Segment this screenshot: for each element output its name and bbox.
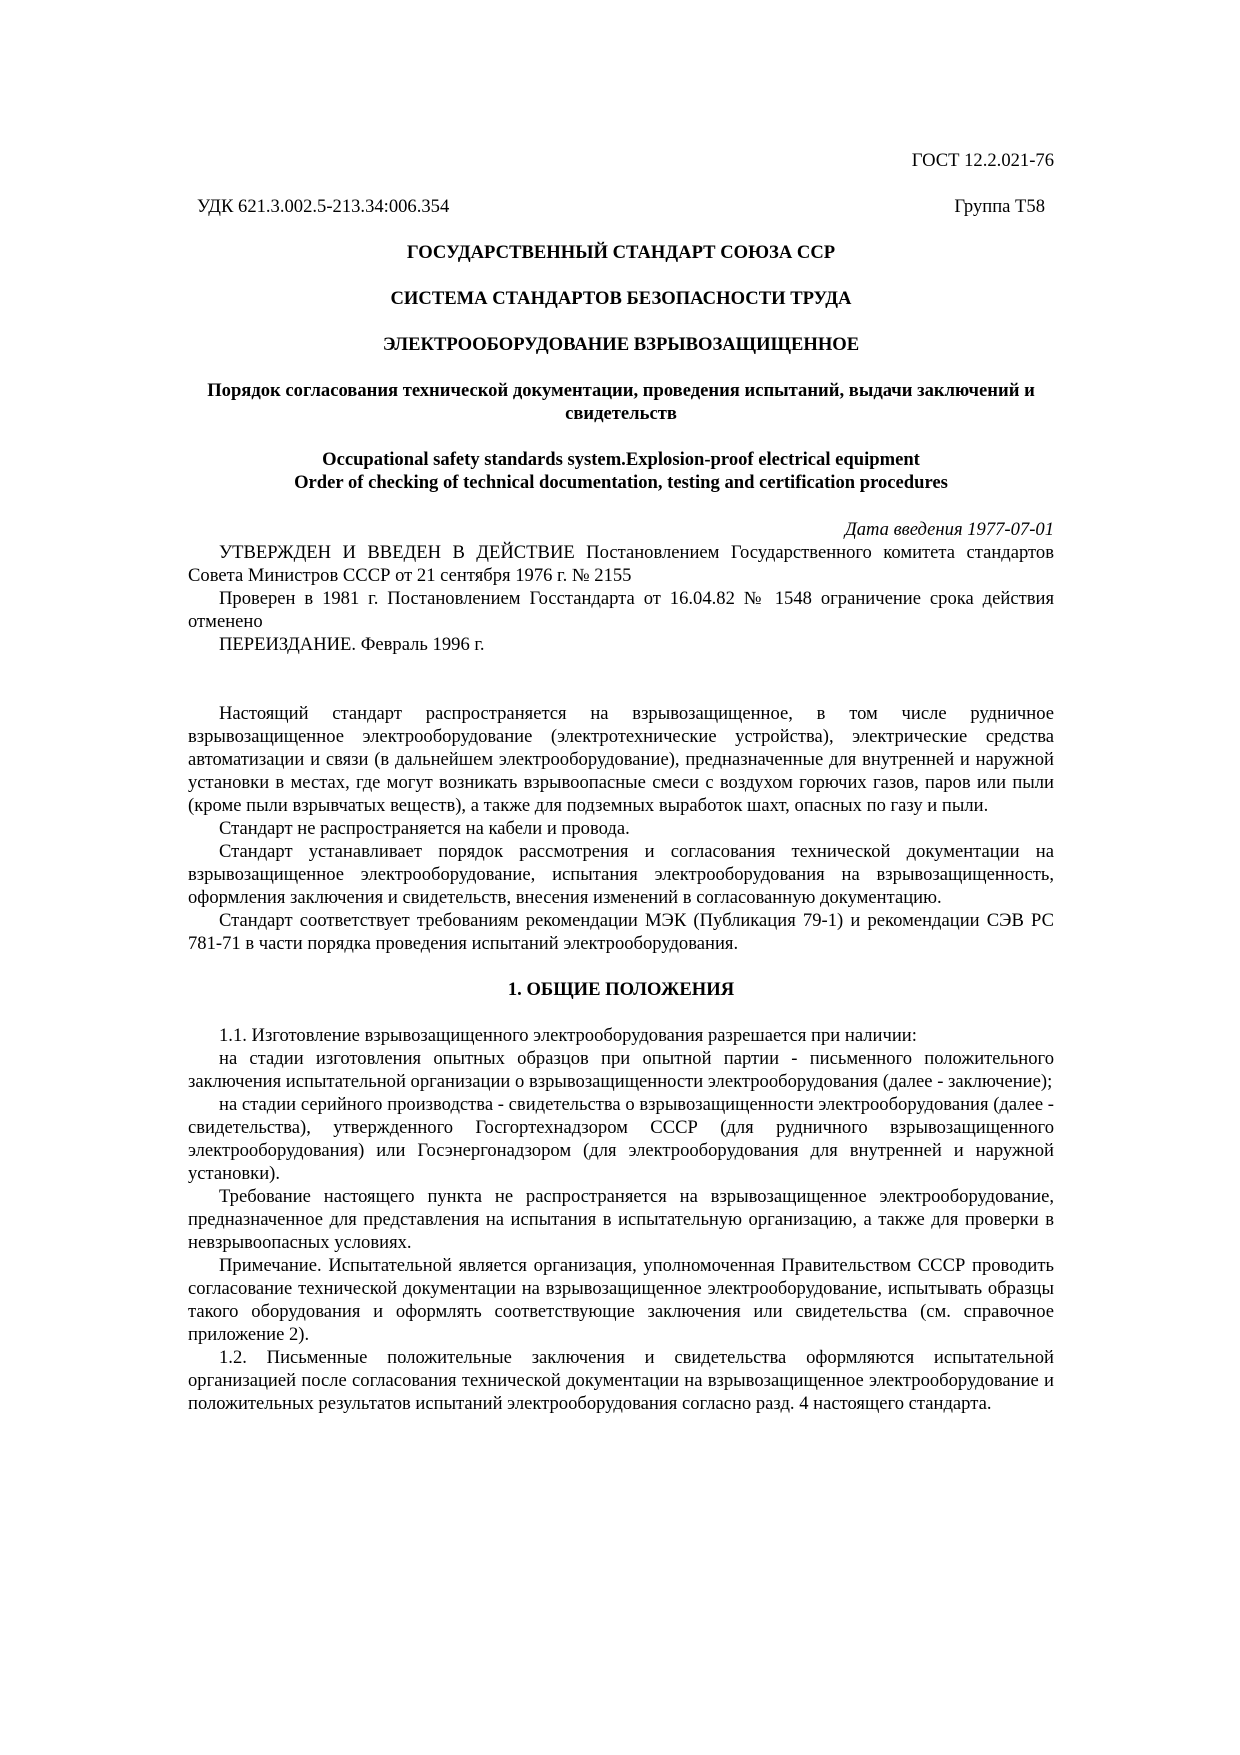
gost-number: ГОСТ 12.2.021-76 bbox=[911, 150, 1054, 171]
scope-paragraph: Настоящий стандарт распространяется на взрывозащищенное, в том числе рудничное взрывозащищенное электрооборудование (электротехнические устройства), электрические средства автоматизации и связи (в дальнейшем электрооборудование), предназначенные для внутренней и наружной установки в местах, где могут возникать взрывоопасные смеси с воздухом горючих газов, паров или пыли (кроме пыли взрывчатых веществ), а также для подземных выработок шахт, опасных по газу и пыли. bbox=[188, 703, 1054, 816]
group-code: Группа Т58 bbox=[954, 196, 1045, 217]
state-standard-title: ГОСУДАРСТВЕННЫЙ СТАНДАРТ СОЮЗА ССР bbox=[406, 242, 836, 263]
checked-paragraph: Проверен в 1981 г. Постановлением Госстандарта от 16.04.82 № 1548 ограничение срока действия отменено bbox=[188, 588, 1054, 632]
approval-paragraph: УТВЕРЖДЕН И ВВЕДЕН В ДЕЙСТВИЕ Постановлением Государственного комитета стандартов Совета Министров СССР от 21 сентября 1976 г. № 2155 bbox=[188, 542, 1054, 586]
section-paragraph: Требование настоящего пункта не распространяется на взрывозащищенное электрооборудование, предназначенное для представления на испытания в испытательную организацию, а также для проверки в невзрывоопасных условиях. bbox=[188, 1186, 1054, 1253]
section-paragraph: 1.2. Письменные положительные заключения и свидетельства оформляются испытательной организацией после согласования технической документации на взрывозащищенное электрооборудование и положительных результатов испытаний электрооборудования согласно разд. 4 настоящего стандарта. bbox=[188, 1347, 1054, 1414]
section-paragraph: на стадии изготовления опытных образцов при опытной партии - письменного положительного заключения испытательной организации о взрывозащищенности электрооборудования (далее - заключение); bbox=[188, 1048, 1054, 1092]
scope-paragraph: Стандарт не распространяется на кабели и провода. bbox=[219, 818, 630, 839]
udk-code: УДК 621.3.002.5-213.34:006.354 bbox=[197, 196, 450, 217]
system-title: СИСТЕМА СТАНДАРТОВ БЕЗОПАСНОСТИ ТРУДА bbox=[390, 288, 852, 309]
meta-row bbox=[188, 195, 1054, 218]
english-title-line-1: Occupational safety standards system.Explosion-proof electrical equipment bbox=[322, 449, 920, 470]
section-1-heading: 1. ОБЩИЕ ПОЛОЖЕНИЯ bbox=[507, 979, 735, 1000]
section-1-body bbox=[188, 1024, 1054, 1415]
reissue-paragraph: ПЕРЕИЗДАНИЕ. Февраль 1996 г. bbox=[219, 634, 485, 655]
english-title bbox=[188, 448, 1054, 494]
scope-paragraph: Стандарт устанавливает порядок рассмотрения и согласования технической документации на взрывозащищенное электрооборудование, испытания электрооборудования на взрывозащищенность, оформления заключения и свидетельств, внесения изменений в согласованную документацию. bbox=[188, 841, 1054, 908]
section-paragraph: Примечание. Испытательной является организация, уполномоченная Правительством СССР проводить согласование технической документации на взрывозащищенное электрооборудование, испытывать образцы такого оборудования и оформлять соответствующие заключения или свидетельства (см. справочное приложение 2). bbox=[188, 1255, 1054, 1345]
section-paragraph: на стадии серийного производства - свидетельства о взрывозащищенности электрооборудования (далее - свидетельства), утвержденного Госгортехнадзором СССР (для рудничного взрывозащищенного электрооборудования) или Госэнергонадзором (для электрооборудования для внутренней и наружной установки). bbox=[188, 1094, 1054, 1184]
english-title-line-2: Order of checking of technical documentation, testing and certification procedures bbox=[294, 472, 948, 493]
scope-paragraph: Стандарт соответствует требованиям рекомендации МЭК (Публикация 79-1) и рекомендации СЭВ РС 781-71 в части порядка проведения испытаний электрооборудования. bbox=[188, 910, 1054, 954]
section-paragraph: 1.1. Изготовление взрывозащищенного электрооборудования разрешается при наличии: bbox=[219, 1025, 917, 1046]
equipment-title: ЭЛЕКТРООБОРУДОВАНИЕ ВЗРЫВОЗАЩИЩЕННОЕ bbox=[382, 334, 860, 355]
scope-section bbox=[188, 702, 1054, 955]
introduction-date: Дата введения 1977-07-01 bbox=[844, 519, 1054, 540]
document-subtitle: Порядок согласования технической документации, проведения испытаний, выдачи заключений и свидетельств bbox=[207, 380, 1035, 424]
